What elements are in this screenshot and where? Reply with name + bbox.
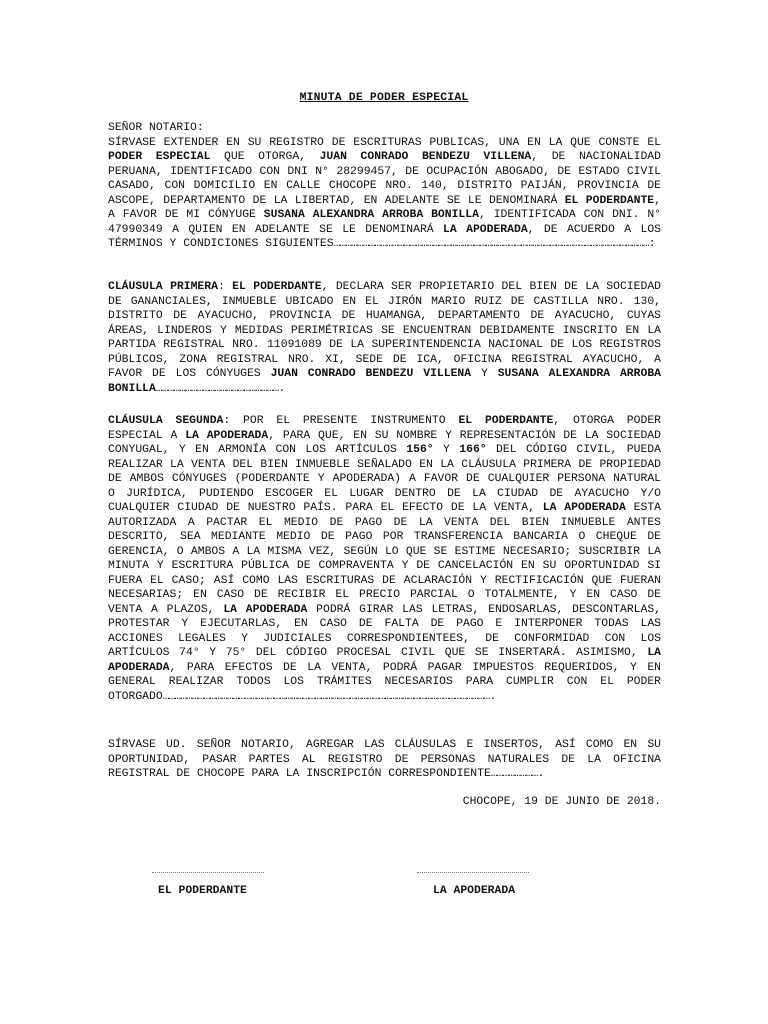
bold-term: SUSANA ALEXANDRA ARROBA BONILLA bbox=[108, 368, 661, 395]
bold-term: LA APODERADA bbox=[108, 647, 661, 674]
bold-term: LA APODERADA bbox=[223, 603, 308, 616]
bold-term: SUSANA ALEXANDRA ARROBA BONILLA bbox=[263, 209, 479, 221]
bold-term: 156° bbox=[406, 444, 434, 456]
text-span: , DE NACIONALIDAD PERUANA, IDENTIFICADO CON DNI N° 28299457, DE OCUPACIÓN ABOGADO, DE ESTADO CIVIL CASADO, CON DOMICILIO EN CALLE CHOCOPE NRO. 140, DISTRITO PAIJÁN, PROVINCIA DE ASCOPE, DEPARTAMENTO DE LA LIBERTAD, EN ADELANTE SE LE DENOMINARÁ bbox=[108, 151, 661, 207]
text-span: , A FAVOR DE MI CÓNYUGE bbox=[108, 194, 661, 221]
text-span: . bbox=[489, 690, 497, 703]
bold-term: JUAN CONRADO BENDEZU VILLENA bbox=[319, 151, 532, 163]
salutation-paragraph bbox=[108, 121, 661, 252]
signature-label-apoderada: LA APODERADA bbox=[433, 885, 516, 897]
text-span: SÍRVASE EXTENDER EN SU REGISTRO DE ESCRITURAS PUBLICAS, UNA EN LA QUE CONSTE EL bbox=[108, 136, 661, 149]
text-span: : bbox=[648, 238, 656, 250]
text-span: . bbox=[537, 768, 545, 780]
dotted-filler: …………………… bbox=[490, 768, 538, 780]
text-span: , IDENTIFICADA CON DNI. N° 47990349 A QUIEN EN ADELANTE SE LE DENOMINARÁ bbox=[108, 209, 661, 236]
text-span: SÍRVASE UD. SEÑOR NOTARIO, AGREGAR LAS CLÁUSULAS E INSERTOS, ASÍ COMO EN SU OPORTUNIDAD, PASAR PARTES AL REGISTRO DE PERSONAS NATURALES DE LA OFICINA REGISTRAL DE CHOCOPE PARA LA INSCRIPCIÓN CORRESPONDIENTE bbox=[108, 739, 661, 780]
clausula-heading: CLÁUSULA SEGUNDA bbox=[108, 415, 224, 427]
bold-term: EL PODERDANTE bbox=[458, 415, 554, 427]
bold-term: LA APODERADA bbox=[542, 502, 626, 514]
text-span: , DECLARA SER PROPIETARIO DEL BIEN DE LA SOCIEDAD DE GANANCIALES, INMUEBLE UBICADO EN EL JIRÓN MARIO RUIZ DE CASTILLA NRO. 130, DISTRITO DE AYACUCHO, PROVINCIA DE HUAMANGA, DEPARTAMENTO DE AYACUCHO, CUYAS ÁREAS, LINDEROS Y MEDIDAS PERIMÉTRICAS SE ENCUENTRAN DEBIDAMENTE INSCRITO EN LA PARTIDA REGISTRAL NRO. 11091089 DE LA SUPERINTENDENCIA NACIONAL DE LOS REGISTROS PÚBLICOS, ZONA REGISTRAL NRO. XI, SEDE DE ICA, OFICINA REGISTRAL AYACUCHO, A FAVOR DE LOS CÓNYUGES bbox=[108, 281, 661, 380]
salutation-heading: SEÑOR NOTARIO: bbox=[108, 122, 204, 134]
place-date: CHOCOPE, 19 DE JUNIO DE 2018. bbox=[462, 796, 661, 808]
text-span: Y bbox=[433, 444, 460, 456]
text-span: . bbox=[278, 382, 286, 395]
text-span: : bbox=[217, 281, 233, 293]
text-span: DEL CÓDIGO CIVIL, PUEDA REALIZAR LA VENTA DEL BIEN INMUEBLE SEÑALADO EN LA CLÁUSULA PRIMERA DE PROPIEDAD DE AMBOS CÓNYUGES (PODERDANTE Y APODERADA) A FAVOR DE CUALQUIER PERSONA NATURAL O JURÍDICA, PUDIENDO ESCOGER EL LUGAR DENTRO DE LA CIUDAD DE AYACUCHO Y/O CUALQUIER CIUDAD DE NUESTRO PAÍS. PARA EL EFECTO DE LA VENTA, bbox=[108, 444, 661, 514]
clausula-heading: CLÁUSULA PRIMERA bbox=[108, 281, 218, 293]
signature-line-left bbox=[152, 872, 264, 873]
bold-term: JUAN CONRADO BENDEZU VILLENA bbox=[270, 368, 472, 380]
text-span: : POR EL PRESENTE INSTRUMENTO bbox=[223, 415, 459, 427]
text-span: , DE ACUERDO A LOS TÉRMINOS Y CONDICIONES SIGUIENTES bbox=[108, 223, 661, 250]
text-span: , PARA QUE, EN SU NOMBRE Y REPRESENTACIÓN DE LA SOCIEDAD CONYUGAL, Y EN ARMONÍA CON LOS ARTÍCULOS bbox=[108, 429, 661, 456]
dotted-filler: ……………………………………………………… bbox=[155, 382, 279, 395]
text-span: , PARA EFECTOS DE LA VENTA, PODRÁ PAGAR IMPUESTOS REQUERIDOS, Y EN GENERAL REALIZAR TODOS LOS TRÁMITES NECESARIOS PARA CUMPLIR CON EL PODER OTORGADO bbox=[108, 661, 661, 703]
clausula-segunda-paragraph bbox=[108, 414, 661, 704]
text-span: ESTA AUTORIZADA A PACTAR EL MEDIO DE PAGO DE LA VENTA DEL BIEN INMUEBLE ANTES DESCRITO, SEA MEDIANTE MEDIO DE PAGO POR TRANSFERENCIA BANCARIA O CHEQUE DE GERENCIA, O AMBOS A LA MISMA VEZ, SEGÚN LO QUE SE ESTIME NECESARIO; SUSCRIBIR LA MINUTA Y ESCRITURA PÚBLICA DE COMPRAVENTA Y DE CANCELACIÓN EN SU OPORTUNIDAD SI FUERA EL CASO; ASÍ COMO LAS ESCRITURAS DE ACLARACIÓN Y RECTIFICACIÓN QUE FUERAN NECESARIAS; EN CASO DE RECIBIR EL PRECIO PARCIAL O TOTALMENTE, Y EN CASO DE VENTA A PLAZOS, bbox=[108, 502, 661, 616]
bold-term: LA APODERADA bbox=[185, 429, 269, 442]
signature-line-right bbox=[417, 872, 529, 873]
closing-paragraph bbox=[108, 738, 661, 782]
text-span: PODRÁ GIRAR LAS LETRAS, ENDOSARLAS, DESCONTARLAS, PROTESTAR Y EJECUTARLAS, EN CASO DE FALTA DE PAGO E INTERPONER TODAS LAS ACCIONES LEGALES Y JUDICIALES CORRESPONDIENTEES, DE CONFORMIDAD CON LOS ARTÍCULOS 74° Y 75° DEL CÓDIGO PROCESAL CIVIL QUE SE INSERTARÁ. ASIMISMO, bbox=[108, 603, 661, 659]
text-span: Y bbox=[471, 368, 498, 380]
bold-term: EL PODERDANTE bbox=[232, 281, 322, 293]
bold-term: LA APODERADA bbox=[443, 223, 528, 236]
bold-term: 166° bbox=[459, 444, 487, 456]
signature-label-poderdante: EL PODERDANTE bbox=[158, 885, 247, 897]
dotted-filler: ……………………………………………………………………………………………………………………………………………… bbox=[333, 238, 649, 250]
document-title: MINUTA DE PODER ESPECIAL bbox=[299, 92, 469, 104]
clausula-primera-paragraph bbox=[108, 280, 661, 396]
text-span: , OTORGA PODER ESPECIAL A bbox=[108, 415, 661, 442]
text-span: QUE OTORGA, bbox=[210, 151, 320, 163]
bold-term: EL PODERDANTE bbox=[564, 194, 655, 207]
bold-term: PODER ESPECIAL bbox=[108, 151, 211, 163]
dotted-filler: …………………………………………………………………………………………………………………………………………………… bbox=[162, 690, 490, 703]
